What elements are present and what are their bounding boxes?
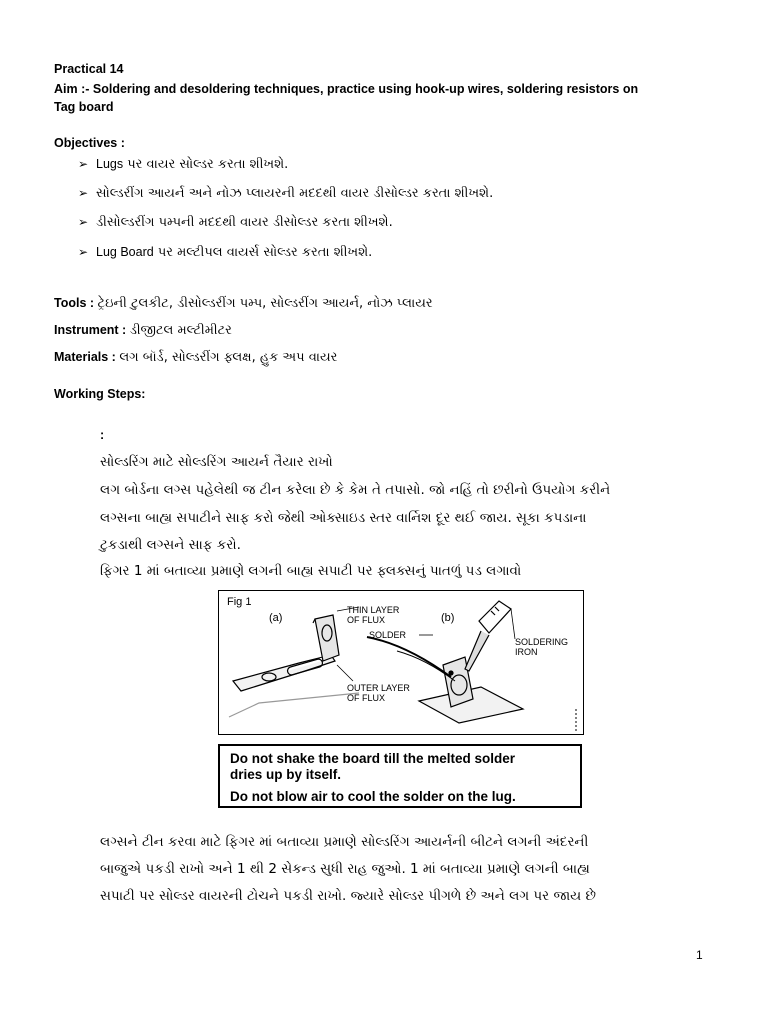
working-line: લગ્સના બાહ્ય સપાટીને સાફ કરો જેથી ઓક્સાઇડ સ્તર વાર્નિશ દૂર થઈ જાય. સૂકા કપડાના: [100, 510, 587, 526]
arrow-bullet-icon: ➢: [78, 157, 89, 171]
working-line: લગ બોર્ડના લગ્સ પહેલેથી જ ટીન કરેલા છે કે કેમ તે તપાસો. જો નહિં તો છરીનો ઉપયોગ કરીને: [100, 482, 611, 498]
after-line: બાજુએ પકડી રાખો અને 1 થી 2 સેકન્ડ સુધી રાહ જુઓ. 1 માં બતાવ્યા પ્રમાણે લગની બાહ્ય: [100, 861, 590, 877]
fig-label-b: (b): [441, 612, 455, 624]
note-line-1: Do not shake the board till the melted solder: [230, 751, 516, 766]
iron-label: SOLDERING IRON: [515, 637, 569, 657]
after-line: લગ્સને ટીન કરવા માટે ફિગર માં બતાવ્યા પ્રમાણે સોલ્ડરિંગ આયર્નની બીટને લગની અંદરની: [100, 834, 589, 850]
working-steps-heading: Working Steps:: [54, 387, 146, 401]
figure-1: [218, 590, 584, 735]
outer-layer-label: OUTER LAYER OF FLUX: [347, 683, 410, 703]
solder-label: SOLDER: [369, 630, 407, 640]
caution-note-box: [218, 744, 582, 808]
page-number: 1: [696, 948, 703, 962]
working-line: ટુકડાથી લગ્સને સાફ કરો.: [100, 537, 241, 553]
objective-item: ➢ Lugs પર વાયર સોલ્ડર કરતા શીખશે.: [78, 157, 289, 172]
working-line: ફિગર 1 માં બતાવ્યા પ્રમાણે લગની બાહ્ય સપાટી પર ફ્લક્સનું પાતળું પડ લગાવો: [100, 563, 522, 579]
materials-row: Materials : લગ બૉર્ડ, સોલ્ડરીંગ ફ્લક્ષ, હુક અપ વાયર: [54, 350, 338, 365]
fig-label: Fig 1: [227, 596, 252, 608]
working-line: સોલ્ડરિંગ માટે સોલ્ડરિંગ આયર્ન તૈયાર રાખો: [100, 454, 333, 470]
note-line-3: Do not blow air to cool the solder on the lug.: [230, 789, 516, 804]
objective-item: ➢ ડીસોલ્ડરીંગ પમ્પની મદદથી વાયર ડીસોલ્ડર કરતા શીખશે.: [78, 215, 393, 230]
objective-item: ➢ Lug Board પર મલ્ટીપલ વાયર્સ સોલ્ડર કરતા શીખશે.: [78, 245, 373, 260]
note-line-2: dries up by itself.: [230, 767, 342, 782]
aim-line-2: Tag board: [54, 100, 114, 114]
arrow-bullet-icon: ➢: [78, 215, 89, 229]
aim-line-1: Aim :- Soldering and desoldering techniques, practice using hook-up wires, soldering resistors on: [54, 82, 639, 96]
working-colon: :: [100, 428, 105, 442]
arrow-bullet-icon: ➢: [78, 245, 89, 259]
objective-item: ➢ સોલ્ડરીંગ આયર્ન અને નોઝ પ્લાયરની મદદથી વાયર ડીસોલ્ડર કરતા શીખશે.: [78, 186, 494, 201]
soldering-lug-illustration: [219, 591, 583, 734]
thin-layer-label: THIN LAYER OF FLUX: [347, 605, 400, 625]
objectives-heading: Objectives :: [54, 136, 125, 150]
tools-row: Tools : ટ્રેઇની ટુલકીટ, ડીસોલ્ડરીંગ પમ્પ, સોલ્ડરીંગ આયર્ન, નોઝ પ્લાયર: [54, 296, 433, 311]
arrow-bullet-icon: ➢: [78, 186, 89, 200]
fig-label-a: (a): [269, 612, 283, 624]
practical-title: Practical 14: [54, 62, 124, 76]
after-line: સપાટી પર સોલ્ડર વાયરની ટોચને પકડી રાખો. જ્યારે સોલ્ડર પીગળે છે અને લગ પર જાય છે: [100, 888, 596, 904]
instrument-row: Instrument : ડીજીટલ મલ્ટીમીટર: [54, 323, 232, 338]
